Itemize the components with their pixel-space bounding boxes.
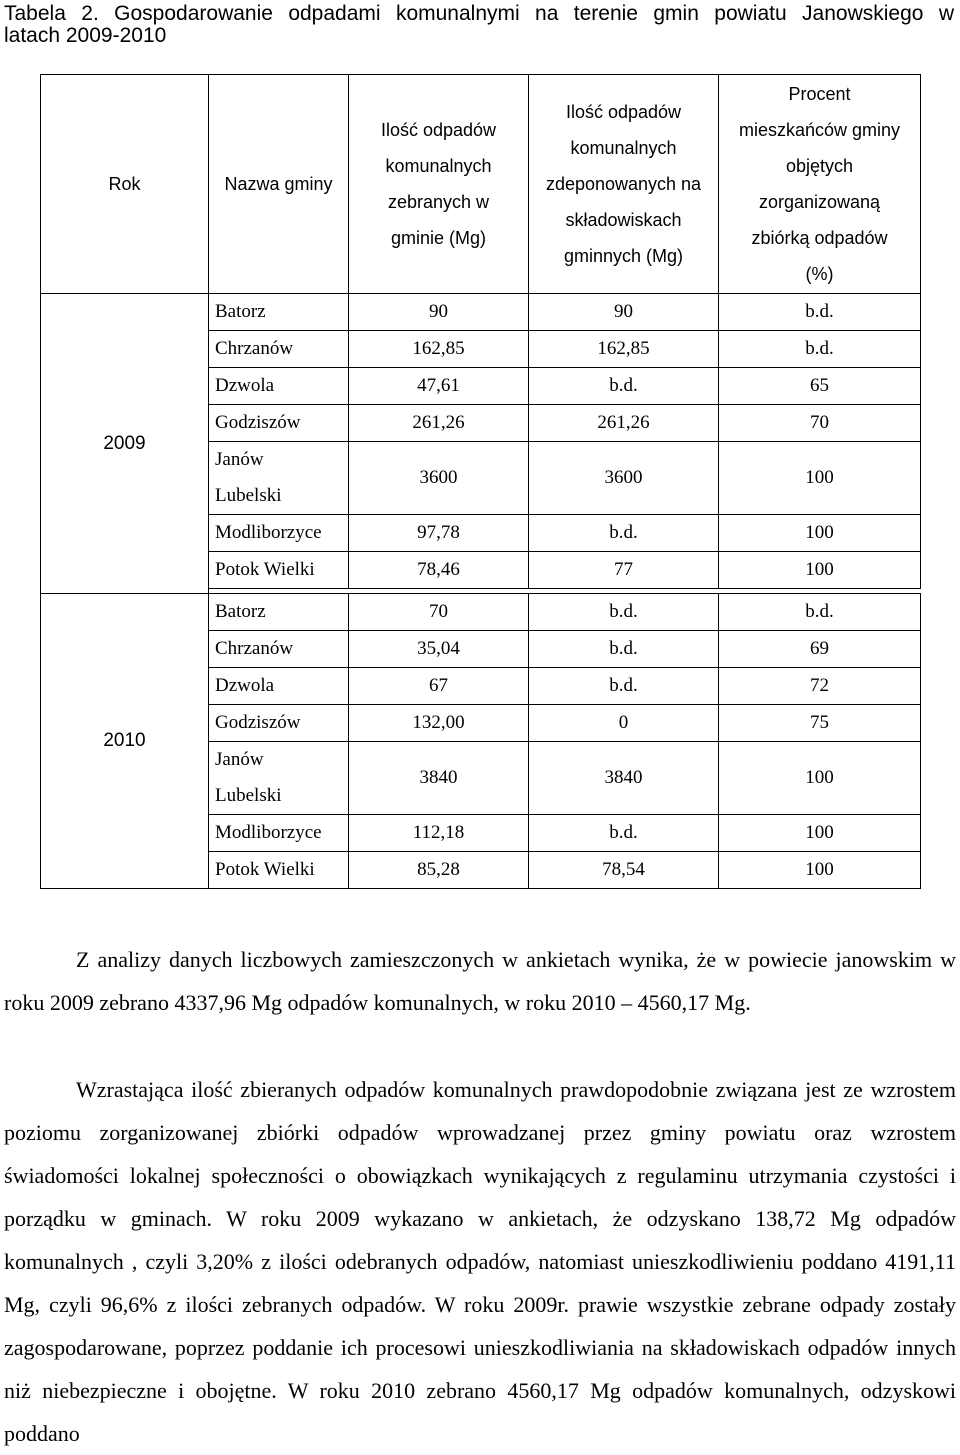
percent-value: 75 xyxy=(719,705,921,742)
table-row xyxy=(41,594,921,631)
deposited-value: 3840 xyxy=(529,742,719,815)
percent-value: 100 xyxy=(719,442,921,515)
gmina-name: Potok Wielki xyxy=(209,552,349,589)
deposited-value: b.d. xyxy=(529,515,719,552)
deposited-value: b.d. xyxy=(529,368,719,405)
collected-value: 162,85 xyxy=(349,331,529,368)
gmina-name: Dzwola xyxy=(209,368,349,405)
collected-value: 3840 xyxy=(349,742,529,815)
gmina-name: Modliborzyce xyxy=(209,815,349,852)
gmina-name: Potok Wielki xyxy=(209,852,349,889)
table-header-row xyxy=(41,75,921,294)
gmina-name: Dzwola xyxy=(209,668,349,705)
gmina-name: Chrzanów xyxy=(209,631,349,668)
header-deposited: Ilość odpadów komunalnych zdeponowanych na składowiskach gminnych (Mg) xyxy=(529,75,719,294)
collected-value: 78,46 xyxy=(349,552,529,589)
collected-value: 35,04 xyxy=(349,631,529,668)
collected-value: 97,78 xyxy=(349,515,529,552)
collected-value: 47,61 xyxy=(349,368,529,405)
gmina-name: Batorz xyxy=(209,294,349,331)
table-caption: Tabela 2. Gospodarowanie odpadami komunalnymi na terenie gmin powiatu Janowskiego w xyxy=(4,2,954,25)
header-rok: Rok xyxy=(41,75,209,294)
header-percent: Procent mieszkańców gminy objętych zorganizowaną zbiórką odpadów (%) xyxy=(719,75,921,294)
collected-value: 261,26 xyxy=(349,405,529,442)
gmina-name: Janów Lubelski xyxy=(209,442,349,515)
deposited-value: b.d. xyxy=(529,631,719,668)
percent-value: 100 xyxy=(719,742,921,815)
deposited-value: 0 xyxy=(529,705,719,742)
percent-value: b.d. xyxy=(719,294,921,331)
deposited-value: 78,54 xyxy=(529,852,719,889)
deposited-value: 162,85 xyxy=(529,331,719,368)
deposited-value: b.d. xyxy=(529,668,719,705)
deposited-value: 77 xyxy=(529,552,719,589)
collected-value: 67 xyxy=(349,668,529,705)
collected-value: 112,18 xyxy=(349,815,529,852)
gmina-name: Godziszów xyxy=(209,405,349,442)
percent-value: 72 xyxy=(719,668,921,705)
deposited-value: 90 xyxy=(529,294,719,331)
gmina-name: Modliborzyce xyxy=(209,515,349,552)
gmina-name: Janów Lubelski xyxy=(209,742,349,815)
deposited-value: b.d. xyxy=(529,594,719,631)
collected-value: 85,28 xyxy=(349,852,529,889)
deposited-value: b.d. xyxy=(529,815,719,852)
body-paragraph-2: Wzrastająca ilość zbieranych odpadów komunalnych prawdopodobnie związana jest ze wzrostem poziomu zorganizowanej zbiórki odpadów wprowadzanej przez gminy powiatu oraz wzrostem świadomości lokalnej społeczności o obowiązkach wynikających z regulaminu utrzymania czystości i porządku w gminach. W roku 2009 wykazano w ankietach, że odzyskano 138,72 Mg odpadów komunalnych , czyli 3,20% z ilości odebranych odpadów, natomiast unieszkodliwieniu poddano 4191,11 Mg, czyli 96,6% z ilości zebranych odpadów. W roku 2009r. prawie wszystkie zebrane odpady zostały zagospodarowane, poprzez poddanie ich procesowi unieszkodliwiania na składowiskach odpadów innych niż niebezpieczne i obojętne. W roku 2010 zebrano 4560,17 Mg odpadów komunalnych, odzyskowi poddano xyxy=(4,1077,956,1446)
percent-value: 100 xyxy=(719,515,921,552)
collected-value: 70 xyxy=(349,594,529,631)
year-cell-2010: 2010 xyxy=(41,594,209,889)
header-nazwa-gminy: Nazwa gminy xyxy=(209,75,349,294)
percent-value: 70 xyxy=(719,405,921,442)
gmina-name: Batorz xyxy=(209,594,349,631)
table-row xyxy=(41,294,921,331)
header-collected: Ilość odpadów komunalnych zebranych w gminie (Mg) xyxy=(349,75,529,294)
percent-value: 65 xyxy=(719,368,921,405)
percent-value: 100 xyxy=(719,815,921,852)
table-caption-continued: latach 2009-2010 xyxy=(4,24,167,47)
deposited-value: 3600 xyxy=(529,442,719,515)
collected-value: 3600 xyxy=(349,442,529,515)
gmina-name: Godziszów xyxy=(209,705,349,742)
percent-value: 69 xyxy=(719,631,921,668)
year-cell-2009: 2009 xyxy=(41,294,209,594)
percent-value: b.d. xyxy=(719,594,921,631)
waste-management-table xyxy=(40,74,921,889)
body-paragraph-1: Z analizy danych liczbowych zamieszczonych w ankietach wynika, że w powiecie janowskim w roku 2009 zebrano 4337,96 Mg odpadów komunalnych, w roku 2010 – 4560,17 Mg. xyxy=(4,947,956,1015)
percent-value: 100 xyxy=(719,552,921,589)
deposited-value: 261,26 xyxy=(529,405,719,442)
gmina-name: Chrzanów xyxy=(209,331,349,368)
percent-value: 100 xyxy=(719,852,921,889)
percent-value: b.d. xyxy=(719,331,921,368)
collected-value: 132,00 xyxy=(349,705,529,742)
collected-value: 90 xyxy=(349,294,529,331)
